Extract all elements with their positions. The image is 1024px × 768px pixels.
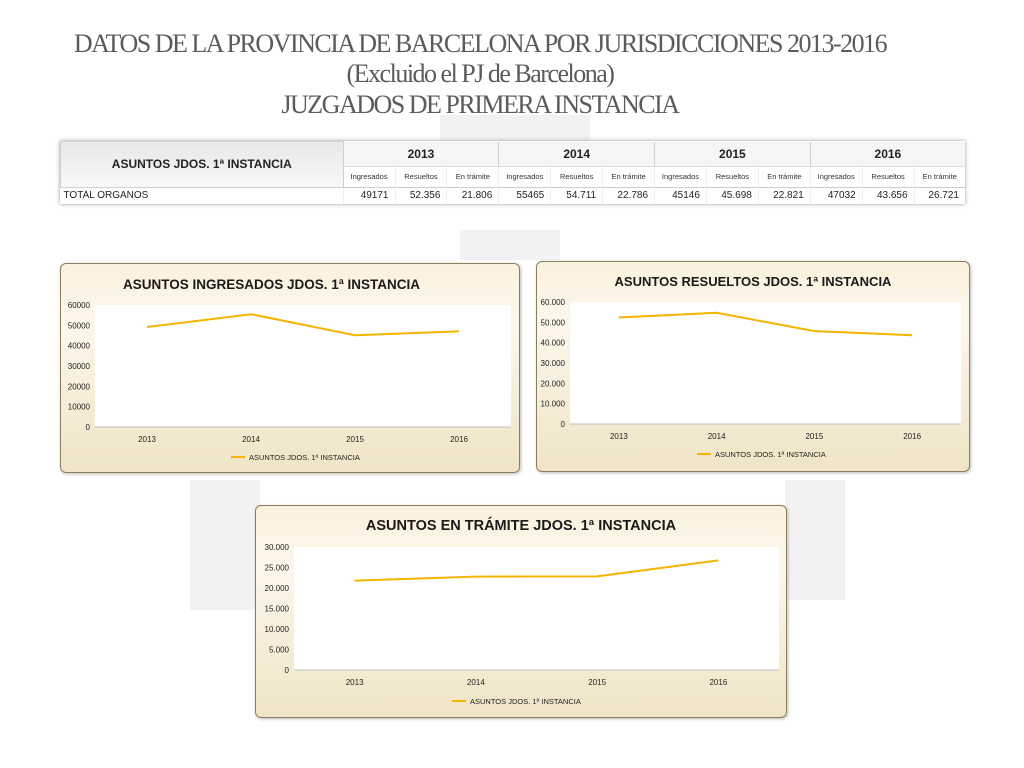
table-subheader: Resueltos [706,166,758,187]
table-subheader: Resueltos [395,166,447,187]
legend-label: ASUNTOS JDOS. 1ª INSTANCIA [249,453,360,462]
table-year-header: 2015 [655,142,811,167]
table-subheader: En trámite [447,166,499,187]
legend-label: ASUNTOS JDOS. 1ª INSTANCIA [715,450,826,459]
table-cell: 45.698 [706,187,758,204]
table-subheader: Ingresados [499,166,551,187]
table-cell: 43.656 [862,187,914,204]
table-subheader: Ingresados [343,166,395,187]
table-header-label: ASUNTOS JDOS. 1ª INSTANCIA [61,142,344,188]
watermark-block-left [190,480,260,610]
table-cell: 45146 [655,187,707,204]
y-tick-label: 0 [85,423,90,432]
chart-ingresados [60,263,520,473]
legend-label: ASUNTOS JDOS. 1ª INSTANCIA [470,697,581,706]
y-tick-label: 40.000 [540,338,565,348]
chart-en-tramite-svg [256,506,786,717]
x-tick-label: 2015 [588,678,607,687]
page-title-line-3: JUZGADOS DE PRIMERA INSTANCIA [281,90,679,119]
chart-ingresados-svg [61,264,519,472]
y-tick-label: 0 [284,666,289,675]
y-tick-label: 60000 [67,301,90,310]
y-tick-label: 30.000 [540,359,565,368]
table-subheader: Ingresados [810,166,862,187]
x-tick-label: 2016 [450,435,468,444]
x-tick-label: 2016 [903,432,922,441]
table-subheader: Ingresados [655,166,707,187]
y-tick-label: 20000 [67,382,90,392]
plot-area [95,305,511,427]
table-cell: 55465 [499,187,551,204]
watermark-block-center [460,230,560,260]
table-cell: 26.721 [914,187,965,204]
y-tick-label: 40000 [67,341,90,351]
table-cell: 22.786 [603,187,655,204]
x-tick-label: 2014 [466,678,485,687]
table-cell: 49171 [343,187,395,204]
table-cell: 54.711 [551,187,603,204]
table-cell: 47032 [810,187,862,204]
chart-title: ASUNTOS INGRESADOS JDOS. 1ª INSTANCIA [123,277,421,292]
x-tick-label: 2014 [707,432,726,441]
x-tick-label: 2015 [346,435,364,444]
chart-title: ASUNTOS RESUELTOS JDOS. 1ª INSTANCIA [614,274,892,289]
chart-en-tramite [255,505,787,718]
plot-area [570,302,961,424]
table-subheader: En trámite [758,166,810,187]
x-tick-label: 2015 [805,432,824,441]
y-tick-label: 10000 [67,402,90,412]
table-subheader: En trámite [603,166,655,187]
table-row-label: TOTAL ORGANOS [61,187,344,204]
y-tick-label: 20.000 [540,379,565,389]
y-tick-label: 10.000 [264,625,289,634]
chart-resueltos-svg [537,262,969,471]
table-year-header: 2013 [343,142,499,167]
y-tick-label: 15.000 [264,604,289,614]
chart-title: ASUNTOS EN TRÁMITE JDOS. 1ª INSTANCIA [365,518,677,534]
table-year-header: 2014 [499,142,655,167]
page-title-line-1: DATOS DE LA PROVINCIA DE BARCELONA POR JURISDICCIONES 2013-2016 [73,29,887,58]
y-tick-label: 60.000 [540,298,565,307]
y-tick-label: 10.000 [540,399,565,409]
table-cell: 21.806 [447,187,499,204]
y-tick-label: 30.000 [264,543,289,552]
y-tick-label: 0 [560,420,565,429]
table-subheader: Resueltos [551,166,603,187]
table-year-header: 2016 [810,142,965,167]
x-tick-label: 2013 [345,678,364,687]
y-tick-label: 5.000 [268,645,289,655]
plot-area [294,547,779,670]
x-tick-label: 2013 [138,435,156,444]
y-tick-label: 50000 [67,321,90,331]
y-tick-label: 25.000 [264,563,289,573]
watermark-block-right [785,480,845,600]
summary-table [60,141,965,204]
table-cell: 22.821 [758,187,810,204]
table-subheader: Resueltos [862,166,914,187]
x-tick-label: 2013 [609,432,628,441]
y-tick-label: 50.000 [540,318,565,328]
x-tick-label: 2014 [242,435,260,444]
table-cell: 52.356 [395,187,447,204]
y-tick-label: 30000 [67,362,90,371]
chart-resueltos [536,261,970,472]
table-subheader: En trámite [914,166,965,187]
x-tick-label: 2016 [709,678,728,687]
y-tick-label: 20.000 [264,584,289,593]
page-title-line-2: (Excluido el PJ de Barcelona) [346,59,614,88]
table-row [61,187,966,204]
